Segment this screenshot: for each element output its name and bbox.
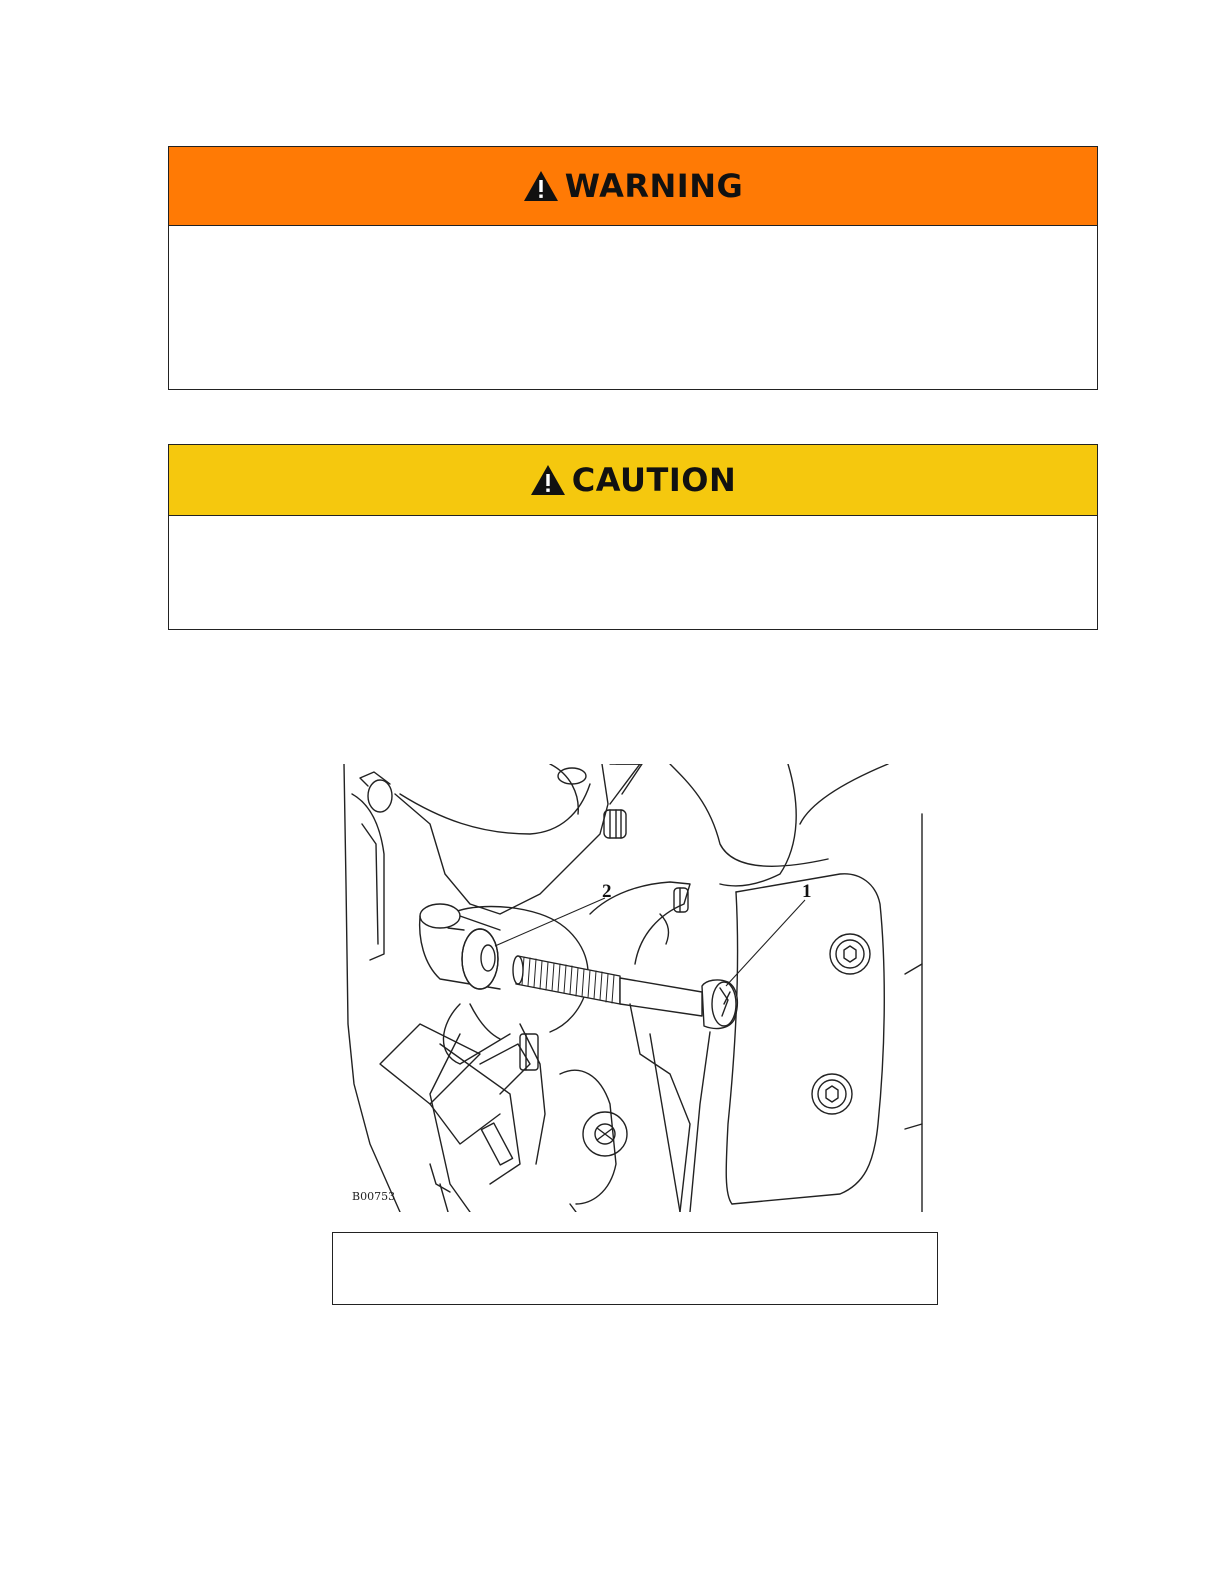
caution-header — [169, 445, 1097, 516]
caution-label: CAUTION — [571, 461, 737, 499]
warning-triangle-icon — [530, 464, 566, 496]
assembly-illustration — [340, 764, 928, 1212]
warning-label: WARNING — [564, 167, 744, 205]
figure-code: B00753 — [352, 1190, 396, 1203]
warning-header — [169, 147, 1097, 226]
warning-notice — [168, 146, 1098, 390]
caution-body — [169, 516, 1097, 556]
callout-2: 2 — [602, 881, 612, 902]
caution-signal-word — [520, 457, 746, 503]
bolt-spacer-diagram — [340, 764, 928, 1212]
caution-notice — [168, 444, 1098, 630]
warning-signal-word — [513, 163, 754, 209]
callout-1: 1 — [802, 881, 812, 902]
figure-caption-box — [332, 1232, 938, 1305]
warning-triangle-icon — [523, 170, 559, 202]
warning-body — [169, 226, 1097, 266]
